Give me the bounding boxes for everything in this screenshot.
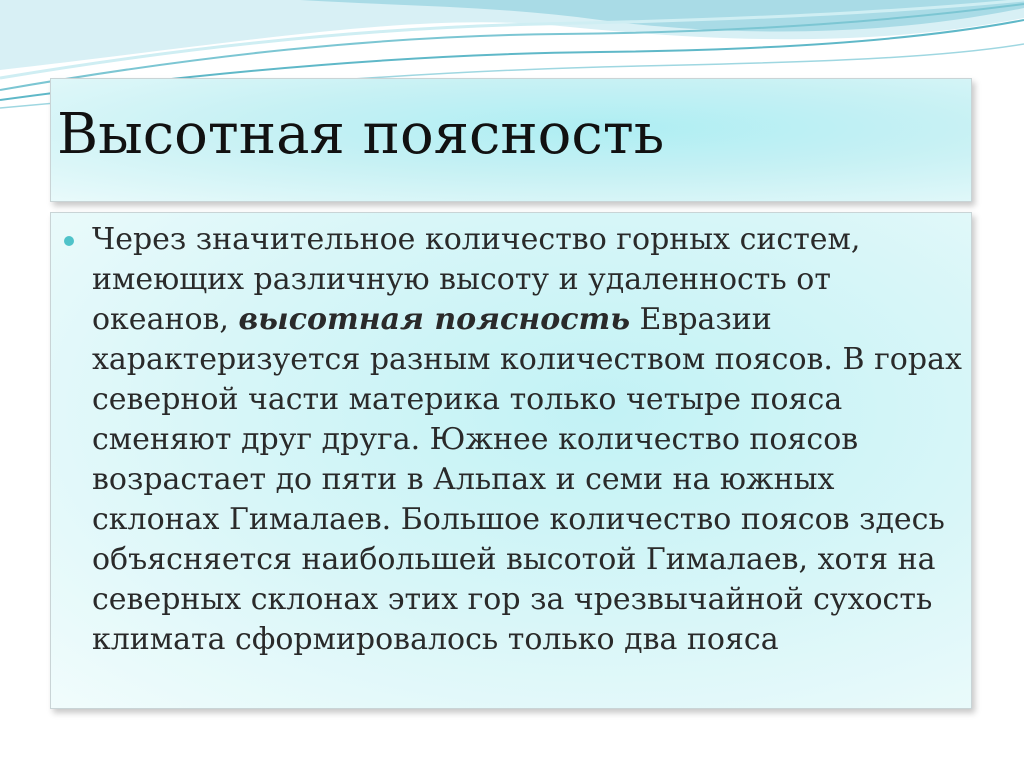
slide-title: Высотная поясность	[57, 102, 665, 167]
bullet-text-after: Евразии характеризуется разным количеством поясов. В горах северной части материка только четыре пояса сменяют друг друга. Южнее количество поясов возрастает до пяти в Альпах и семи на южных склонах Гималаев. Большое количество поясов здесь объясняется наибольшей высотой Гималаев, хотя на северных склонах этих гор за чрезвычайной сухость климата сформировалось только два пояса	[92, 302, 962, 657]
content-panel	[50, 212, 972, 709]
bullet-text	[92, 220, 964, 660]
bullet-text-before: Через значительное количество горных систем, имеющих различную высоту и удаленность от океанов,	[92, 222, 861, 337]
bullet-emphasis: высотная поясность	[238, 302, 631, 337]
title-panel	[50, 78, 972, 202]
bullet-dot-icon	[64, 236, 74, 246]
